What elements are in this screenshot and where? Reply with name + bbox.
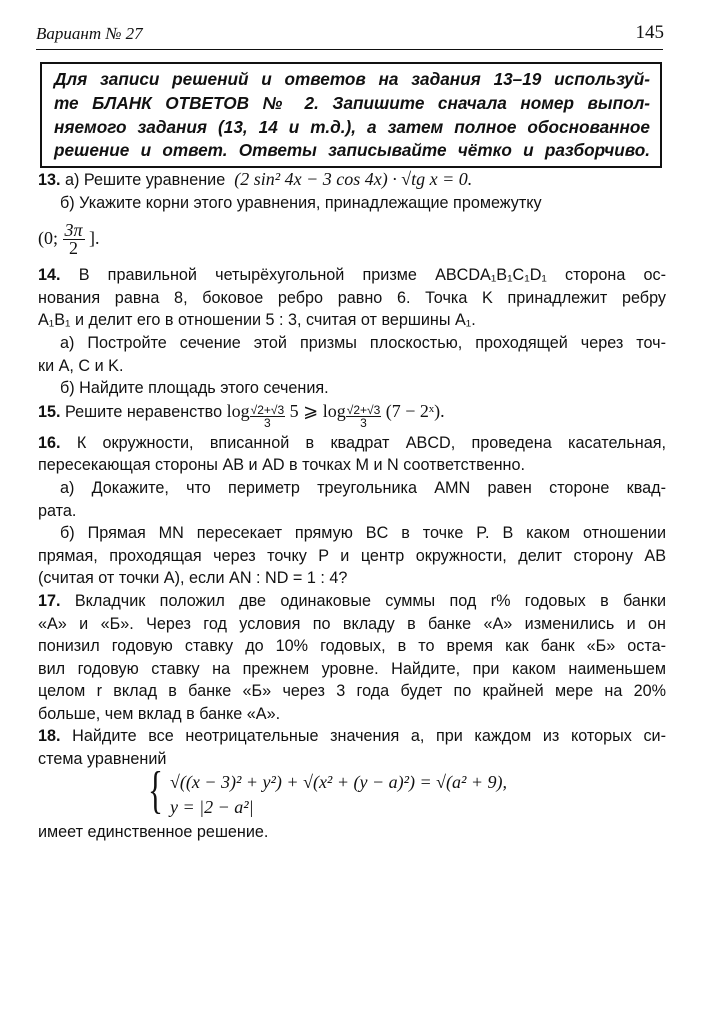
equation-system: [148, 761, 666, 821]
problem-16-part-b: прямая, проходящая через точку P и центр окружности, делит сторону AB: [38, 546, 666, 565]
problem-14-part-b: б) Найдите площадь этого сечения.: [60, 379, 329, 398]
problem-18-line: [38, 725, 666, 748]
problem-13-interval: [38, 216, 666, 260]
problem-number: 14.: [38, 266, 61, 285]
interval-fraction: [63, 222, 85, 257]
problem-text: Вкладчик положил две одинаковые суммы под r% годовых в банки: [74, 591, 666, 610]
problem-17-line: «А» и «Б». Через год условия по вкладу в банке «А» изменились и он: [38, 614, 666, 633]
fraction-numerator: 3π: [64, 220, 83, 241]
log-base-denominator: 3: [360, 415, 367, 430]
log-base-numerator: √2+√3: [250, 402, 285, 417]
problem-17-line: понизил годовую ставку до 10% годовых, в то время как банк «Б» оста-: [38, 637, 666, 656]
problem-16-part-a: рата.: [38, 501, 77, 520]
system-equation-2: y = |2 − a²|: [170, 796, 254, 817]
problem-14-part-a: а) Постройте сечение этой призмы плоскостью, проходящей через точ-: [60, 333, 666, 352]
problem-17-line: [38, 590, 666, 613]
problem-13-line-a: [38, 168, 666, 192]
instructions-line: няемого задания (13, 14 и т.д.), а затем полное обоснованное: [54, 116, 650, 137]
problem-16-line: пересекающая стороны AB и AD в точках M и N соответственно.: [38, 456, 525, 475]
problem-18-line: стема уравнений: [38, 750, 167, 769]
problem-text: а) Решите уравнение: [65, 171, 226, 189]
problems: [38, 168, 666, 843]
problem-16-part-b: (считая от точки A), если AN : ND = 1 : 4?: [38, 569, 348, 588]
problem-14-line: [38, 264, 666, 287]
problem-text: Найдите все неотрицательные значения a, при каждом из которых си-: [72, 727, 666, 746]
problem-14-line: нования равна 8, боковое ребро равно 6. Точка K принадлежит ребру: [38, 288, 666, 307]
problem-13-line-b: б) Укажите корни этого уравнения, принадлежащие промежутку: [60, 193, 542, 212]
header-rule: [36, 49, 663, 50]
problem-16-line: [38, 432, 666, 455]
log-base: [346, 404, 382, 429]
problem-14-line: A₁B₁ и делит его в отношении 5 : 3, считая от вершины A₁.: [38, 311, 476, 330]
problem-17-line: вил годовую ставку на прежнем уровне. Найдите, при каком наименьшем: [38, 659, 666, 678]
log-operator: log: [226, 400, 250, 421]
log-base-numerator: √2+√3: [346, 402, 381, 417]
fraction-denominator: 2: [69, 238, 79, 259]
variant-label: Вариант № 27: [36, 24, 143, 43]
problem-16: [38, 432, 666, 590]
system-equation-1: √((x − 3)² + y²) + √(x² + (y − a)²) = √(a² + 9),: [170, 771, 508, 792]
page-header: [36, 22, 664, 46]
problem-16-part-b: б) Прямая MN пересекает прямую BC в точке P. В каком отношении: [60, 524, 666, 543]
problem-number: 15.: [38, 402, 61, 421]
interval-right: ].: [89, 228, 100, 249]
instructions-line: Для записи решений и ответов на задания 13–19 используй-: [54, 69, 650, 89]
problem-number: 16.: [38, 433, 61, 452]
problem-18: [38, 725, 666, 843]
problem-13-equation: (2 sin² 4x − 3 cos 4x) · √tg x = 0.: [234, 169, 473, 189]
problem-14: [38, 264, 666, 400]
problem-17-line: больше, чем вклад в банке «А».: [38, 704, 281, 723]
problem-number: 17.: [38, 591, 61, 610]
problem-text: В правильной четырёхугольной призме ABCDA₁B₁C₁D₁ сторона ос-: [78, 266, 666, 285]
problem-number: 18.: [38, 727, 61, 746]
instructions-box: [40, 62, 662, 168]
inequality-right: (7 − 2ˣ).: [385, 400, 445, 421]
problem-number: 13.: [38, 171, 61, 189]
problem-17: [38, 590, 666, 726]
problem-15: [38, 400, 666, 432]
instructions-line: те БЛАНК ОТВЕТОВ № 2. Запишите сначала номер выпол-: [54, 92, 650, 113]
problem-16-part-a: а) Докажите, что периметр треугольника AMN равен стороне квад-: [60, 478, 666, 497]
problem-text: К окружности, вписанной в квадрат ABCD, проведена касательная,: [76, 433, 666, 452]
log-base: [250, 404, 286, 429]
instructions-line: решение и ответ. Ответы записывайте чётко и разборчиво.: [54, 140, 650, 161]
problem-text: Решите неравенство: [65, 402, 223, 421]
interval-left: (0;: [38, 228, 58, 249]
system-brace-icon: {: [148, 761, 163, 819]
page-number: 145: [635, 22, 664, 43]
inequality-middle: 5 ⩾ log: [289, 400, 346, 421]
log-base-denominator: 3: [264, 415, 271, 430]
problem-14-part-a: ки A, C и K.: [38, 356, 124, 375]
problem-13: [38, 168, 666, 260]
problem-18-tail: имеет единственное решение.: [38, 822, 269, 841]
problem-17-line: целом r вклад в банке «Б» через 3 года будет по крайней мере на 20%: [38, 682, 666, 701]
problem-15-line: [38, 400, 666, 429]
